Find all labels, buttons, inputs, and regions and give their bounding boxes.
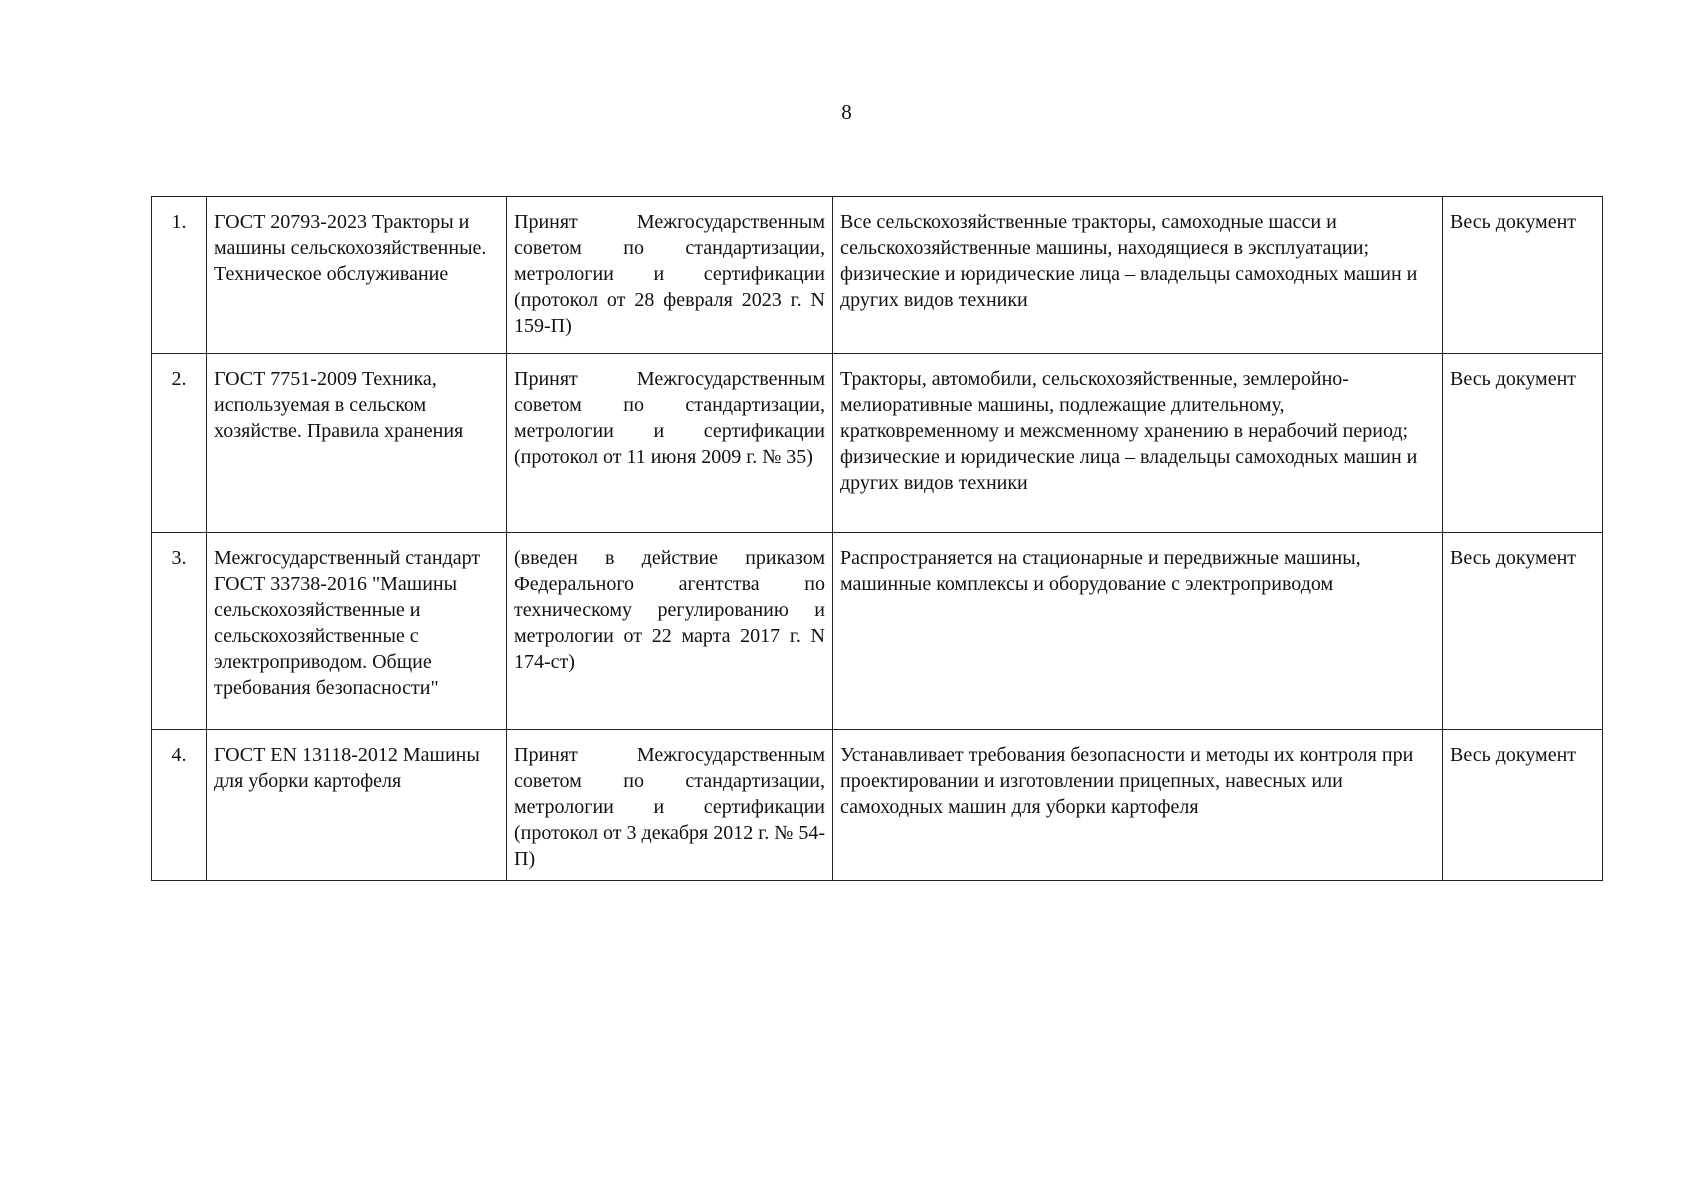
scope-paragraph: Устанавливает требования безопасности и методы их контроля при проектировании и изготовлении прицепных, навесных или самоходных машин для уборки картофеля — [840, 744, 1414, 818]
applicable-part: Весь документ — [1443, 533, 1603, 730]
adoption-info: Принят Межгосударственным советом по стандартизации, метрологии и сертификации (протокол от 28 февраля 2023 г. N 159-П) — [507, 197, 833, 354]
scope-of-application — [833, 197, 1443, 354]
scope-of-application — [833, 730, 1443, 881]
table-row — [152, 197, 1603, 354]
scope-paragraph: Тракторы, автомобили, сельскохозяйственные, землеройно-мелиоративные машины, подлежащие длительному, кратковременному и межсменному хранению в нерабочий период; — [840, 368, 1409, 442]
row-number: 1. — [152, 197, 207, 354]
scope-of-application — [833, 533, 1443, 730]
standard-name: ГОСТ EN 13118-2012 Машины для уборки картофеля — [207, 730, 507, 881]
standard-name: ГОСТ 20793-2023 Тракторы и машины сельскохозяйственные. Техническое обслуживание — [207, 197, 507, 354]
adoption-info: Принят Межгосударственным советом по стандартизации, метрологии и сертификации (протокол от 11 июня 2009 г. № 35) — [507, 354, 833, 533]
adoption-info: (введен в действие приказом Федерального агентства по техническому регулированию и метрологии от 22 марта 2017 г. N 174-ст) — [507, 533, 833, 730]
scope-paragraph: Все сельскохозяйственные тракторы, самоходные шасси и сельскохозяйственные машины, находящиеся в эксплуатации; — [840, 211, 1370, 259]
adoption-info: Принят Межгосударственным советом по стандартизации, метрологии и сертификации (протокол от 3 декабря 2012 г. № 54-П) — [507, 730, 833, 881]
row-number: 4. — [152, 730, 207, 881]
row-number: 3. — [152, 533, 207, 730]
applicable-part: Весь документ — [1443, 354, 1603, 533]
standard-name: Межгосударственный стандарт ГОСТ 33738-2016 "Машины сельскохозяйственные и сельскохозяйственные с электроприводом. Общие требования безопасности" — [207, 533, 507, 730]
standards-table — [151, 196, 1603, 881]
table-row — [152, 730, 1603, 881]
applicable-part: Весь документ — [1443, 197, 1603, 354]
scope-paragraph: физические и юридические лица – владельцы самоходных машин и других видов техники — [840, 263, 1418, 311]
scope-paragraph: физические и юридические лица – владельцы самоходных машин и других видов техники — [840, 446, 1418, 494]
applicable-part: Весь документ — [1443, 730, 1603, 881]
scope-paragraph: Распространяется на стационарные и передвижные машины, машинные комплексы и оборудование с электроприводом — [840, 547, 1361, 595]
table-row — [152, 354, 1603, 533]
scope-of-application — [833, 354, 1443, 533]
page-number: 8 — [841, 100, 852, 124]
row-number: 2. — [152, 354, 207, 533]
table-row — [152, 533, 1603, 730]
standard-name: ГОСТ 7751-2009 Техника, используемая в сельском хозяйстве. Правила хранения — [207, 354, 507, 533]
